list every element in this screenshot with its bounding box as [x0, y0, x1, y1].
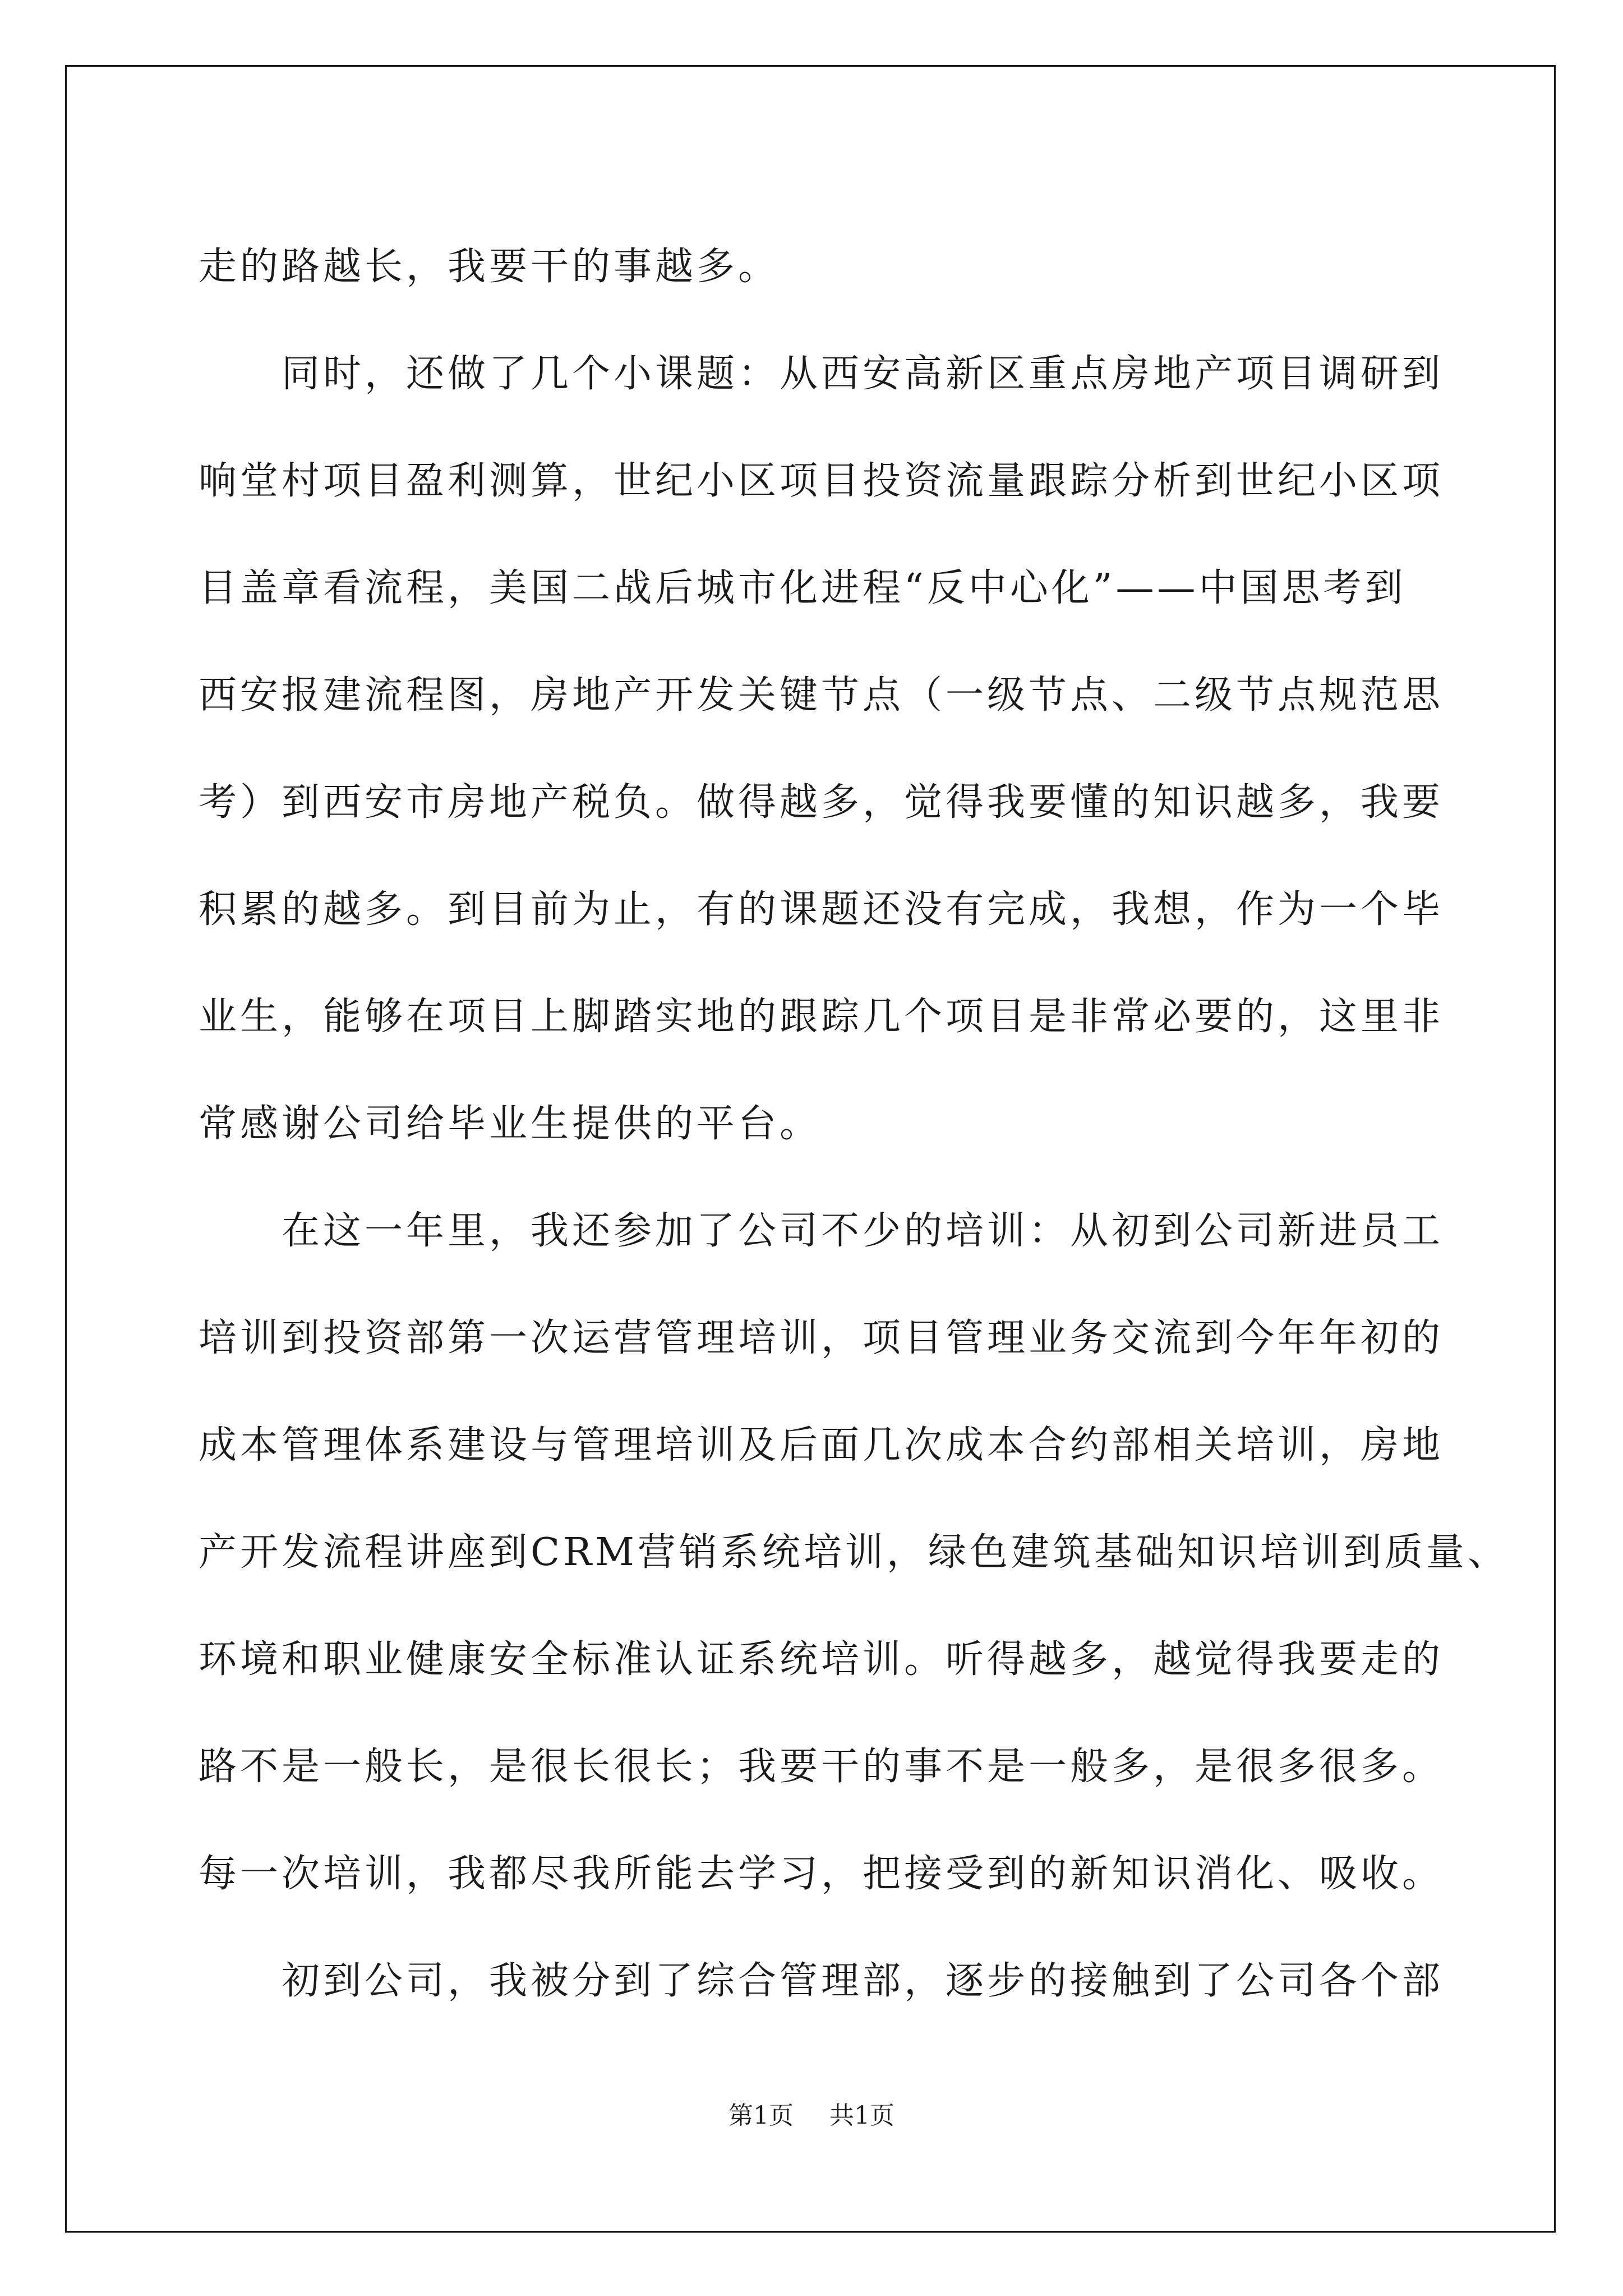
text-line: 在这一年里，我还参加了公司不少的培训：从初到公司新进员工: [282, 1209, 1444, 1253]
text-line: 常感谢公司给毕业生提供的平台。: [199, 1102, 822, 1146]
text-line: 初到公司，我被分到了综合管理部，逐步的接触到了公司各个部: [282, 1959, 1444, 2003]
text-line: 同时，还做了几个小课题：从西安高新区重点房地产项目调研到: [282, 352, 1444, 396]
text-line: 积累的越多。到目前为止，有的课题还没有完成，我想，作为一个毕: [199, 887, 1444, 932]
text-line: 环境和职业健康安全标准认证系统培训。听得越多，越觉得我要走的: [199, 1637, 1444, 1682]
text-line: 成本管理体系建设与管理培训及后面几次成本合约部相关培训，房地: [199, 1423, 1444, 1467]
text-line: 路不是一般长，是很长很长；我要干的事不是一般多，是很多很多。: [199, 1745, 1444, 1789]
page-total: 共1页: [829, 2101, 895, 2130]
page-number: 第1页: [728, 2101, 794, 2130]
text-line: 西安报建流程图，房地产开发关键节点（一级节点、二级节点规范思: [199, 673, 1444, 717]
page-footer: [0, 2095, 1623, 2131]
text-line: 产开发流程讲座到CRM营销系统培训，绿色建筑基础知识培训到质量、: [199, 1530, 1509, 1575]
text-line: 走的路越长，我要干的事越多。: [199, 245, 780, 289]
text-line: 业生，能够在项目上脚踏实地的跟踪几个项目是非常必要的，这里非: [199, 995, 1444, 1039]
text-line: 考）到西安市房地产税负。做得越多，觉得我要懂的知识越多，我要: [199, 780, 1444, 825]
document-body: [199, 213, 1509, 2035]
text-line: 目盖章看流程，美国二战后城市化进程“反中心化”——中国思考到: [199, 566, 1407, 610]
text-line: 培训到投资部第一次运营管理培训，项目管理业务交流到今年年初的: [199, 1316, 1444, 1360]
text-line: 响堂村项目盈利测算，世纪小区项目投资流量跟踪分析到世纪小区项: [199, 459, 1444, 503]
text-line: 每一次培训，我都尽我所能去学习，把接受到的新知识消化、吸收。: [199, 1852, 1444, 1896]
